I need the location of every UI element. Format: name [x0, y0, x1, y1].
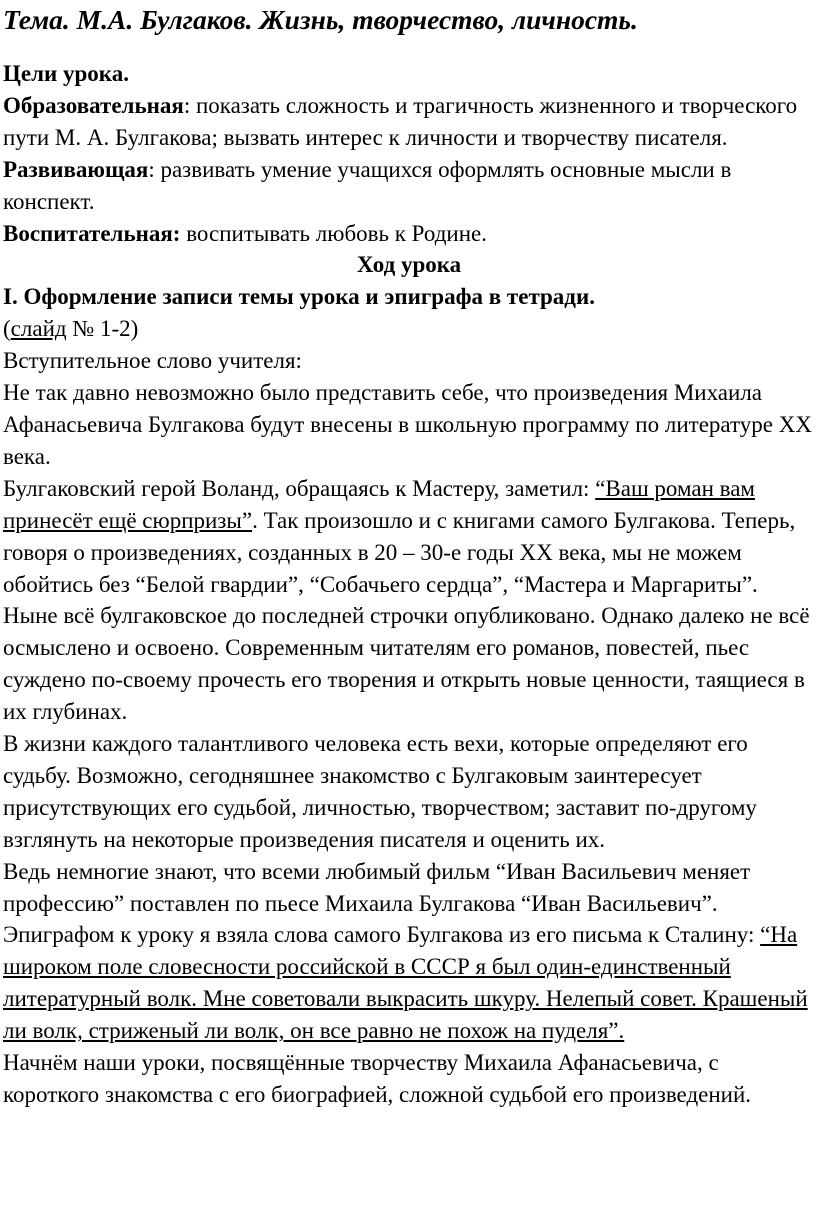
- document-body: [3, 58, 815, 1111]
- goals-heading: [3, 58, 815, 90]
- paragraph-4: В жизни каждого талантливого человека есть вехи, которые определяют его судьбу. Возможно, сегодняшнее знакомство с Булгаковым заинтересует присутствующих его судьбой, личностью, творчеством; заставит по-другому взглянуть на некоторые произведения писателя и оценить их.: [3, 731, 757, 852]
- paragraph-1: Не так давно невозможно было представить себе, что произведения Михаила Афанасьевича Булгакова будут внесены в школьную программу по литературе ХХ века.: [3, 380, 812, 469]
- paragraph-3: Ныне всё булгаковское до последней строчки опубликовано. Однако далеко не всё осмыслено и освоено. Современным читателям его романов, повестей, пьес суждено по-своему прочесть его творения и открыть новые ценности, таящиеся в их глубинах.: [3, 603, 810, 725]
- slide-number: № 1-2): [66, 316, 139, 342]
- intro-label: Вступительное слово учителя:: [3, 348, 302, 374]
- paragraph-6: [3, 919, 815, 1047]
- section1-heading: [3, 281, 815, 313]
- section1-heading-text: I. Оформление записи темы урока и эпиграфа в тетради.: [3, 284, 595, 310]
- paragraph-2-before: Булгаковский герой Воланд, обращаясь к Мастеру, заметил:: [3, 475, 596, 501]
- paragraph-2: [3, 473, 815, 601]
- paragraph-2-after: . Так произошло и с книгами самого Булгакова. Теперь, говоря о произведениях, созданных в 20 – 30-е годы ХХ века, мы не можем обойтись без “Белой гвардии”, “Собачьего сердца”, “Мастера и Маргариты”.: [3, 507, 796, 597]
- epigraph-quote: “На широком поле словесности российской в СССР я был один-единственный литературный волк. Мне советовали выкрасить шкуру. Нелепый совет. Крашеный ли волк, стриженый ли волк, он все равно не похож на пуделя”.: [3, 922, 808, 1044]
- goal-educational-text: : показать сложность и трагичность жизненного и творческого пути М. А. Булгакова; вызвать интерес к личности и творчеству писателя.: [3, 92, 798, 150]
- paragraph-5: Ведь немногие знают, что всеми любимый фильм “Иван Васильевич меняет профессию” поставлен по пьесе Михаила Булгакова “Иван Васильевич”.: [3, 858, 751, 916]
- goal-upbringing-label: Воспитательная:: [3, 220, 181, 246]
- goal-educational-label: Образовательная: [3, 92, 184, 118]
- goal-educational: [3, 90, 815, 154]
- goal-upbringing: [3, 218, 815, 250]
- goal-developmental-text: : развивать умение учащихся оформлять основные мысли в конспект.: [3, 156, 732, 214]
- document-title: Тема. М.А. Булгаков. Жизнь, творчество, личность.: [3, 4, 638, 35]
- goal-developmental-label: Развивающая: [3, 156, 149, 182]
- slide-reference: [3, 313, 815, 345]
- goal-developmental: [3, 154, 815, 218]
- slide-open-paren: (: [3, 316, 11, 342]
- lesson-heading-text: Ход урока: [356, 252, 462, 278]
- goals-heading-text: Цели урока.: [3, 61, 129, 86]
- woland-quote: “Ваш роман вам принесёт ещё сюрпризы”: [3, 475, 755, 533]
- goal-upbringing-text: воспитывать любовь к Родине.: [180, 220, 488, 246]
- lesson-heading: [3, 249, 815, 281]
- paragraph-6-before: Эпиграфом к уроку я взяла слова самого Булгакова из его письма к Сталину:: [3, 922, 761, 948]
- slide-link[interactable]: слайд: [10, 316, 67, 342]
- paragraph-7: Начнём наши уроки, посвящённые творчеству Михаила Афанасьевича, с короткого знакомства с его биографией, сложной судьбой его произведений.: [3, 1050, 752, 1107]
